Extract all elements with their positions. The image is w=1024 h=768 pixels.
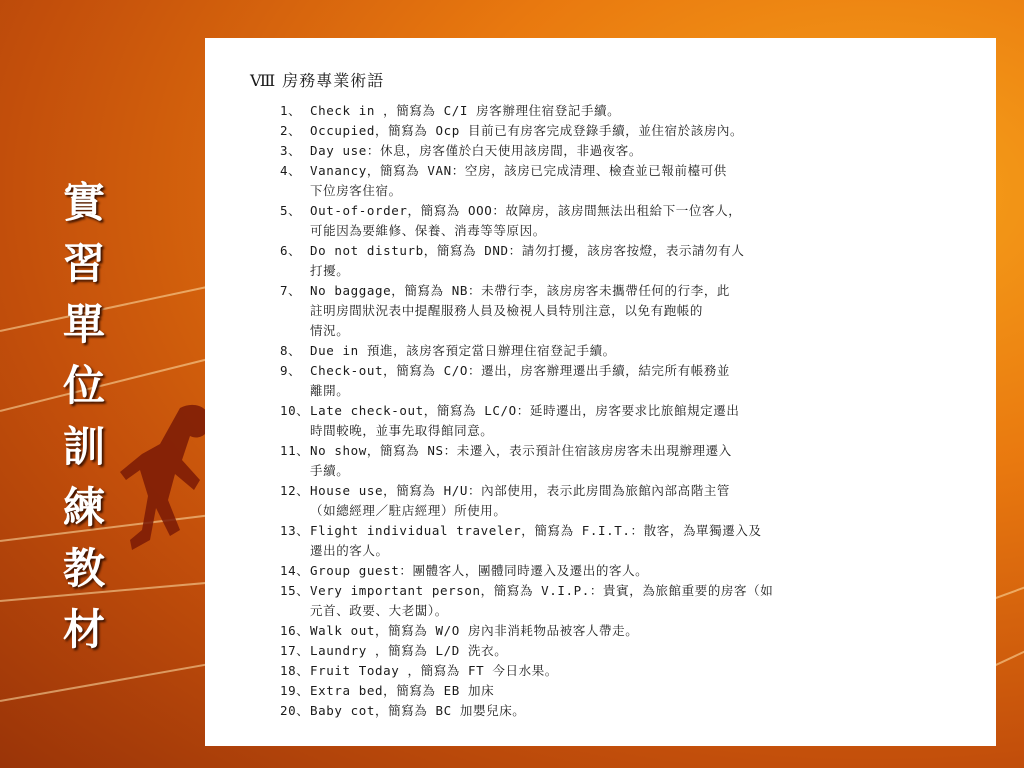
term-line: Flight individual traveler，簡寫為 F.I.T.：散客，為單獨遷入及 [310,523,762,538]
term-description [310,201,966,241]
term-item [250,521,966,561]
term-number: 20、 [280,703,310,718]
title-char: 教 [62,544,105,593]
term-item [250,701,966,721]
title-char: 練 [62,483,105,532]
term-description [310,361,966,401]
term-line: Extra bed，簡寫為 EB 加床 [310,683,495,698]
term-number: 4、 [280,163,302,178]
term-number: 3、 [280,143,302,158]
term-description [310,241,966,281]
term-line: Day use：休息，房客僅於白天使用該房間，非過夜客。 [310,143,642,158]
term-line: （如總經理／駐店經理）所使用。 [310,503,507,518]
term-line: Very important person，簡寫為 V.I.P.：貴賓，為旅館重要的房客（如 [310,583,774,598]
term-item [250,661,966,681]
term-item [250,621,966,641]
term-line: 元首、政要、大老闆）。 [310,603,448,618]
term-description [310,521,966,561]
term-line: 下位房客住宿。 [310,183,402,198]
term-item [250,441,966,481]
term-line: 情況。 [310,323,350,338]
term-line: 時間較晚，並事先取得館同意。 [310,423,494,438]
term-line: Vanancy，簡寫為 VAN：空房，該房已完成清理、檢查並已報前檯可供 [310,163,727,178]
term-number: 7、 [280,283,302,298]
term-number: 6、 [280,243,302,258]
title-char: 訓 [62,422,105,471]
term-item [250,141,966,161]
term-description [310,401,966,441]
term-description [310,281,966,341]
term-number: 11、 [280,443,310,458]
term-line: Check in ，簡寫為 C/I 房客辦理住宿登記手續。 [310,103,621,118]
term-item [250,641,966,661]
term-item [250,561,966,581]
term-line: Laundry ，簡寫為 L/D 洗衣。 [310,643,508,658]
term-description [310,101,966,121]
term-description [310,341,966,361]
term-item [250,361,966,401]
term-item [250,121,966,141]
term-description [310,621,966,641]
term-number: 15、 [280,583,310,598]
term-line: No baggage，簡寫為 NB：未帶行李，該房房客未攜帶任何的行李，此 [310,283,731,298]
term-item [250,401,966,441]
term-list [250,101,966,721]
term-item [250,161,966,201]
term-line: Group guest：團體客人，團體同時遷入及遷出的客人。 [310,563,649,578]
document-heading: Ⅷ 房務專業術語 [250,71,385,90]
term-item [250,241,966,281]
term-description [310,161,966,201]
term-number: 17、 [280,643,310,658]
term-description [310,121,966,141]
term-item [250,281,966,341]
term-item [250,341,966,361]
term-line: Due in 預進，該房客預定當日辦理住宿登記手續。 [310,343,616,358]
term-line: 可能因為要維修、保養、消毒等等原因。 [310,223,546,238]
term-item [250,101,966,121]
term-line: 離開。 [310,383,350,398]
term-line: House use，簡寫為 H/U：內部使用，表示此房間為旅館內部高階主管 [310,483,731,498]
term-line: 註明房間狀況表中提醒服務人員及檢視人員特別注意，以免有跑帳的 [310,303,704,318]
title-char: 實 [62,178,105,227]
term-number: 9、 [280,363,302,378]
title-char: 單 [62,300,105,349]
term-description [310,141,966,161]
title-char: 位 [62,361,105,410]
term-line: Fruit Today ，簡寫為 FT 今日水果。 [310,663,558,678]
term-item [250,481,966,521]
term-line: Walk out，簡寫為 W/O 房內非消耗物品被客人帶走。 [310,623,639,638]
term-item [250,681,966,701]
term-description [310,581,966,621]
term-number: 10、 [280,403,310,418]
term-number: 1、 [280,103,302,118]
term-line: Late check-out，簡寫為 LC/O：延時遷出，房客要求比旅館規定遷出 [310,403,740,418]
document-panel [205,38,996,746]
term-number: 8、 [280,343,302,358]
term-description [310,661,966,681]
term-number: 2、 [280,123,302,138]
term-number: 12、 [280,483,310,498]
term-number: 18、 [280,663,310,678]
term-item [250,581,966,621]
title-char: 習 [62,239,105,288]
term-line: 遷出的客人。 [310,543,389,558]
vertical-title [48,172,120,660]
term-number: 5、 [280,203,302,218]
term-description [310,481,966,521]
term-line: 打擾。 [310,263,350,278]
term-description [310,681,966,701]
term-line: Occupied，簡寫為 Ocp 目前已有房客完成登錄手續，並住宿於該房內。 [310,123,744,138]
term-number: 19、 [280,683,310,698]
term-description [310,441,966,481]
term-line: Check-out，簡寫為 C/O：遷出，房客辦理遷出手續，結完所有帳務並 [310,363,731,378]
term-number: 14、 [280,563,310,578]
term-number: 13、 [280,523,310,538]
term-line: Baby cot，簡寫為 BC 加嬰兒床。 [310,703,526,718]
term-line: Out-of-order，簡寫為 OOO：故障房，該房間無法出租給下一位客人， [310,203,742,218]
term-item [250,201,966,241]
term-description [310,641,966,661]
term-description [310,561,966,581]
title-char: 材 [62,605,105,654]
term-line: No show，簡寫為 NS：未遷入，表示預計住宿該房房客未出現辦理遷入 [310,443,732,458]
term-description [310,701,966,721]
term-number: 16、 [280,623,310,638]
term-line: Do not disturb，簡寫為 DND：請勿打擾，該房客按燈，表示請勿有人 [310,243,745,258]
term-line: 手續。 [310,463,350,478]
